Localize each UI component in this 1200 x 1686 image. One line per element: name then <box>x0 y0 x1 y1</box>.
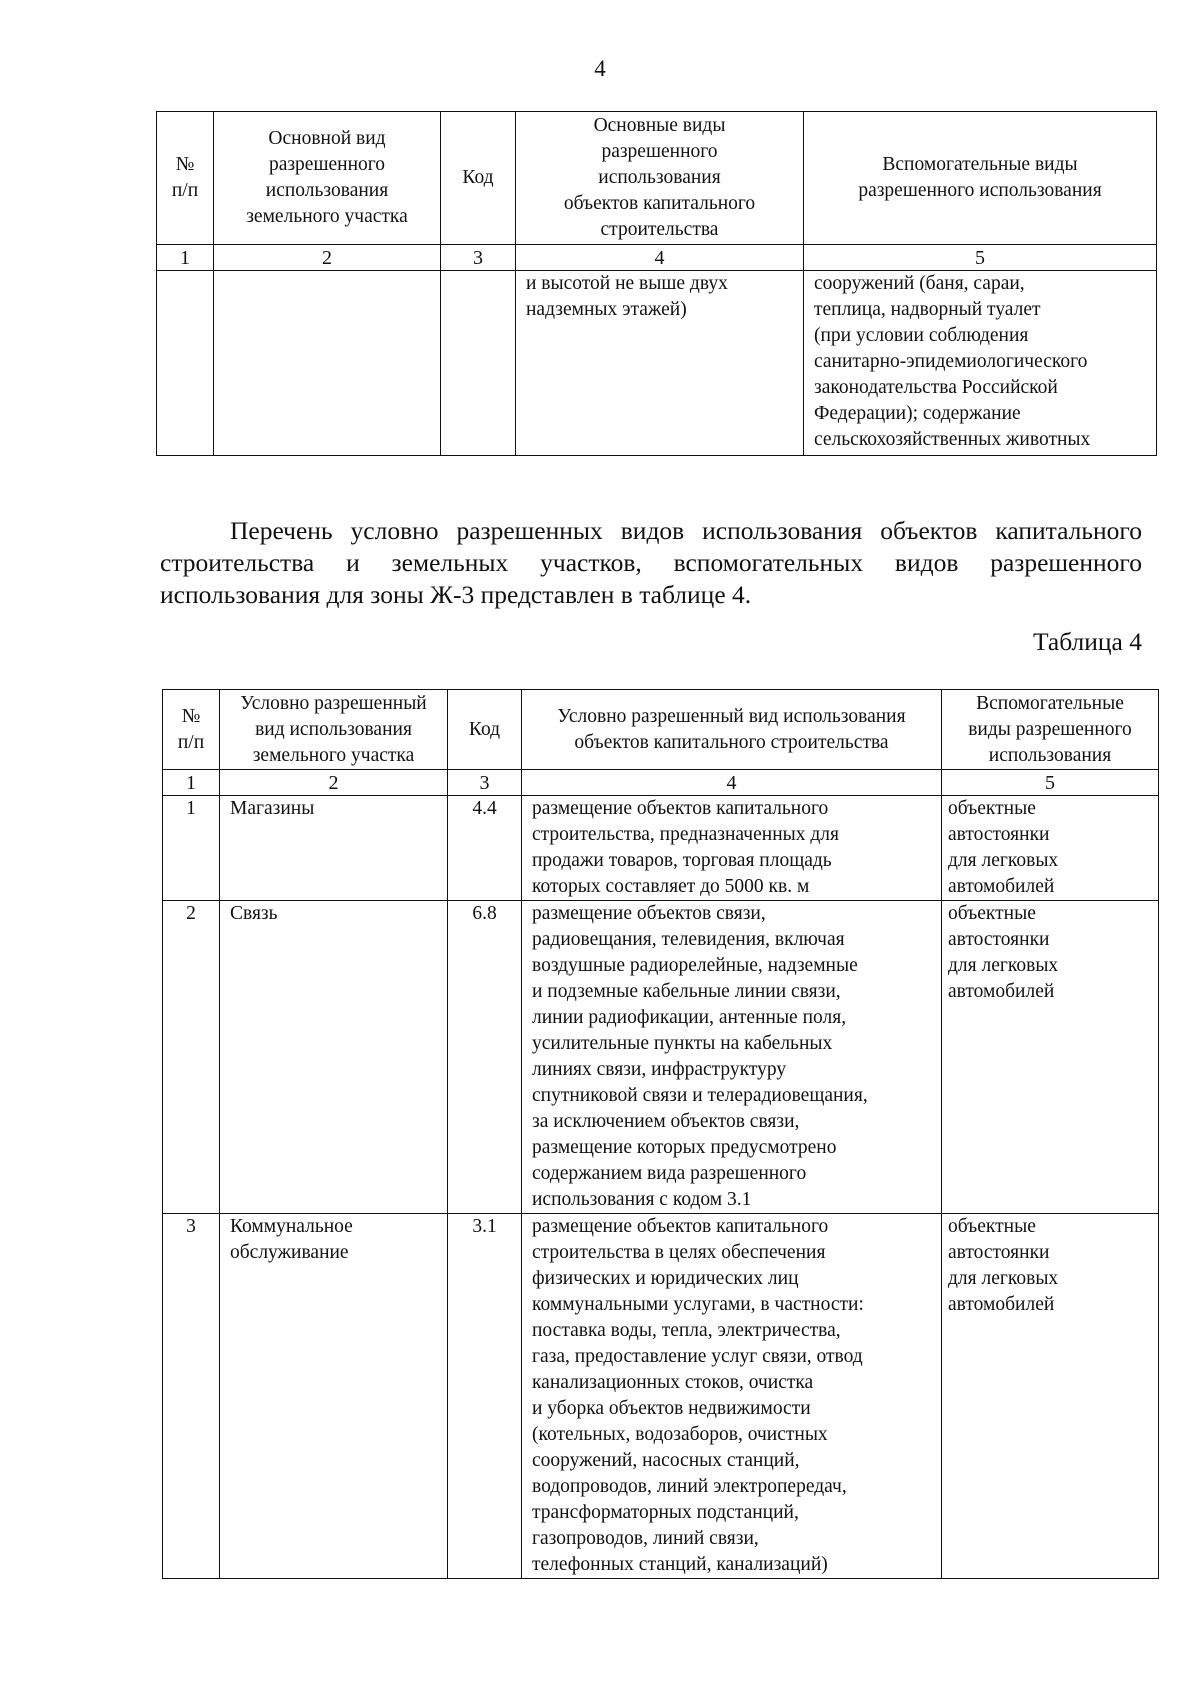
column-number: 5 <box>942 770 1159 796</box>
cell-text-line: надземных этажей) <box>526 299 687 320</box>
table-header-row <box>163 690 1159 770</box>
cell-text-line: Магазины <box>230 798 315 819</box>
table-row <box>157 271 1157 456</box>
cell-text-line: газопроводов, линий связи, <box>532 1528 759 1549</box>
cell-text-line: физических и юридических лиц <box>532 1268 799 1289</box>
cell-code: 4.4 <box>448 796 522 901</box>
cell-text-line: Основной вид <box>268 128 386 149</box>
table-row <box>163 1214 1159 1579</box>
cell-text-line: автостоянки <box>948 1242 1050 1263</box>
header-auxiliary-use <box>804 112 1157 245</box>
column-number: 4 <box>516 245 804 271</box>
cell-number: 2 <box>163 901 220 1214</box>
cell-text-line: продажи товаров, торговая площадь <box>532 850 832 871</box>
header-auxiliary-use <box>942 690 1159 770</box>
cell-text-line: и подземные кабельные линии связи, <box>532 981 841 1002</box>
cell-text-line: водопроводов, линий электропередач, <box>532 1476 847 1497</box>
cell-text-line: (котельных, водозаборов, очистных <box>532 1424 828 1445</box>
cell-text-line: поставка воды, тепла, электричества, <box>532 1320 841 1341</box>
cell-text-line: п/п <box>177 731 205 753</box>
cell-text-line: объектные <box>948 1216 1036 1237</box>
column-number: 5 <box>804 245 1157 271</box>
cell-auxiliary-use <box>942 901 1159 1214</box>
header-number <box>163 690 220 770</box>
column-number: 4 <box>522 770 942 796</box>
intro-paragraph: Перечень условно разрешенных видов использования объектов капитального строительства и земельных участков, вспомогательных видов разрешенного использования для зоны Ж-3 представлен в таблице 4. <box>160 515 1142 609</box>
column-number: 1 <box>163 770 220 796</box>
header-main-capital-use <box>516 112 804 245</box>
cell-text-line: законодательства Российской <box>814 377 1058 398</box>
cell-text-line: размещение объектов капитального <box>532 1216 829 1237</box>
conditional-use-table <box>162 689 1159 1579</box>
cell-text-line: спутниковой связи и телерадиовещания, <box>532 1085 868 1106</box>
cell-text-line: строительства, предназначенных для <box>532 824 839 845</box>
cell-text-line: земельного участка <box>246 206 408 227</box>
cell-text-line: канализационных стоков, очистка <box>532 1372 814 1393</box>
cell-land-use <box>220 796 448 901</box>
cell-text-line: за исключением объектов связи, <box>532 1111 800 1132</box>
cell-auxiliary-use <box>804 271 1157 456</box>
cell-text-line: трансформаторных подстанций, <box>532 1502 799 1523</box>
cell-text-line: коммунальными услугами, в частности: <box>532 1294 864 1315</box>
column-number-row <box>157 245 1157 271</box>
cell-text-line: объектов капитального строительства <box>574 731 889 753</box>
cell-text-line: Вспомогательные виды <box>882 154 1078 175</box>
cell-text-line: Условно разрешенный вид использования <box>557 705 906 727</box>
cell-code: 6.8 <box>448 901 522 1214</box>
cell-text-line: автомобилей <box>948 1294 1055 1315</box>
cell-text-line: строительства <box>600 219 719 240</box>
cell-capital-use <box>522 901 942 1214</box>
cell-text-line: теплица, надворный туалет <box>814 299 1041 320</box>
header-code <box>441 112 516 245</box>
cell-text-line: сооружений (баня, сараи, <box>814 273 1025 294</box>
cell-code: 3.1 <box>448 1214 522 1579</box>
cell-text-line: п/п <box>171 180 199 201</box>
cell-capital-use <box>522 1214 942 1579</box>
table-caption: Таблица 4 <box>1032 627 1142 656</box>
header-number <box>157 112 214 245</box>
table-row <box>163 901 1159 1214</box>
cell-auxiliary-use <box>942 1214 1159 1579</box>
header-main-land-use <box>214 112 441 245</box>
cell-text-line: объектные <box>948 903 1036 924</box>
cell-land-use <box>220 901 448 1214</box>
cell-text-line: разрешенного <box>601 141 718 162</box>
cell-text-line: размещение объектов связи, <box>532 903 766 924</box>
cell-land-use <box>220 1214 448 1579</box>
header-code <box>448 690 522 770</box>
cell-text-line: Федерации); содержание <box>814 403 1021 424</box>
cell-text-line: Коммунальное <box>230 1216 353 1237</box>
continued-land-use-table <box>156 111 1157 456</box>
cell-text-line: которых составляет до 5000 кв. м <box>532 876 810 897</box>
cell-text-line: воздушные радиорелейные, надземные <box>532 955 858 976</box>
cell-text-line: Вспомогательные <box>976 692 1124 714</box>
cell-text-line: Условно разрешенный <box>240 692 427 714</box>
cell-text-line: использования <box>988 744 1112 766</box>
table-header-row <box>157 112 1157 245</box>
cell-text-line: обслуживание <box>230 1242 349 1263</box>
cell-text-line: газа, предоставление услуг связи, отвод <box>532 1346 863 1367</box>
cell-text-line: объектов капитального <box>563 193 756 214</box>
cell-text-line: автомобилей <box>948 981 1055 1002</box>
cell-text-line: Основные виды <box>593 115 726 136</box>
cell-text-line: сельскохозяйственных животных <box>814 429 1091 450</box>
cell-number <box>157 271 214 456</box>
cell-text-line: для легковых <box>948 1268 1059 1289</box>
cell-text-line: санитарно-эпидемиологического <box>814 351 1088 372</box>
cell-text-line: усилительные пункты на кабельных <box>532 1033 833 1054</box>
cell-text-line: Связь <box>230 903 278 924</box>
cell-text-line: разрешенного <box>268 154 386 175</box>
cell-text-line: автомобилей <box>948 876 1055 897</box>
cell-capital-use <box>522 796 942 901</box>
cell-text-line: строительства в целях обеспечения <box>532 1242 826 1263</box>
cell-text-line: линии радиофикации, антенные поля, <box>532 1007 847 1028</box>
header-conditional-capital-use <box>522 690 942 770</box>
cell-text-line: виды разрешенного <box>968 718 1132 740</box>
cell-text-line: № <box>175 154 195 175</box>
cell-text-line: линиях связи, инфраструктуру <box>532 1059 787 1080</box>
cell-text-line: содержанием вида разрешенного <box>532 1163 807 1184</box>
cell-text-line: для легковых <box>948 850 1059 871</box>
table-row <box>163 796 1159 901</box>
cell-text-line: вид использования <box>255 718 412 740</box>
cell-text-line: (при условии соблюдения <box>814 325 1029 346</box>
cell-text-line: и высотой не выше двух <box>526 273 728 294</box>
cell-text-line: Код <box>462 167 494 188</box>
cell-text-line: автостоянки <box>948 929 1050 950</box>
page-number: 4 <box>594 56 606 81</box>
cell-text-line: размещение которых предусмотрено <box>532 1137 837 1158</box>
cell-text-line: объектные <box>948 798 1036 819</box>
cell-text-line: и уборка объектов недвижимости <box>532 1398 811 1419</box>
column-number: 2 <box>220 770 448 796</box>
cell-number: 1 <box>163 796 220 901</box>
cell-capital-use <box>516 271 804 456</box>
column-number: 3 <box>441 245 516 271</box>
cell-text-line: Код <box>468 718 501 740</box>
cell-text-line: использования <box>265 180 389 201</box>
cell-text-line: автостоянки <box>948 824 1050 845</box>
cell-land-use <box>214 271 441 456</box>
header-conditional-land-use <box>220 690 448 770</box>
cell-auxiliary-use <box>942 796 1159 901</box>
cell-text-line: № <box>181 705 201 727</box>
cell-number: 3 <box>163 1214 220 1579</box>
cell-text-line: использования с кодом 3.1 <box>532 1189 752 1210</box>
cell-text-line: размещение объектов капитального <box>532 798 829 819</box>
column-number: 1 <box>157 245 214 271</box>
cell-text-line: использования <box>598 167 721 188</box>
column-number-row <box>163 770 1159 796</box>
cell-code <box>441 271 516 456</box>
cell-text-line: для легковых <box>948 955 1059 976</box>
column-number: 2 <box>214 245 441 271</box>
cell-text-line: радиовещания, телевидения, включая <box>532 929 845 950</box>
column-number: 3 <box>448 770 522 796</box>
cell-text-line: разрешенного использования <box>858 180 1102 201</box>
cell-text-line: телефонных станций, канализаций) <box>532 1554 828 1575</box>
cell-text-line: земельного участка <box>252 744 415 766</box>
cell-text-line: сооружений, насосных станций, <box>532 1450 800 1471</box>
